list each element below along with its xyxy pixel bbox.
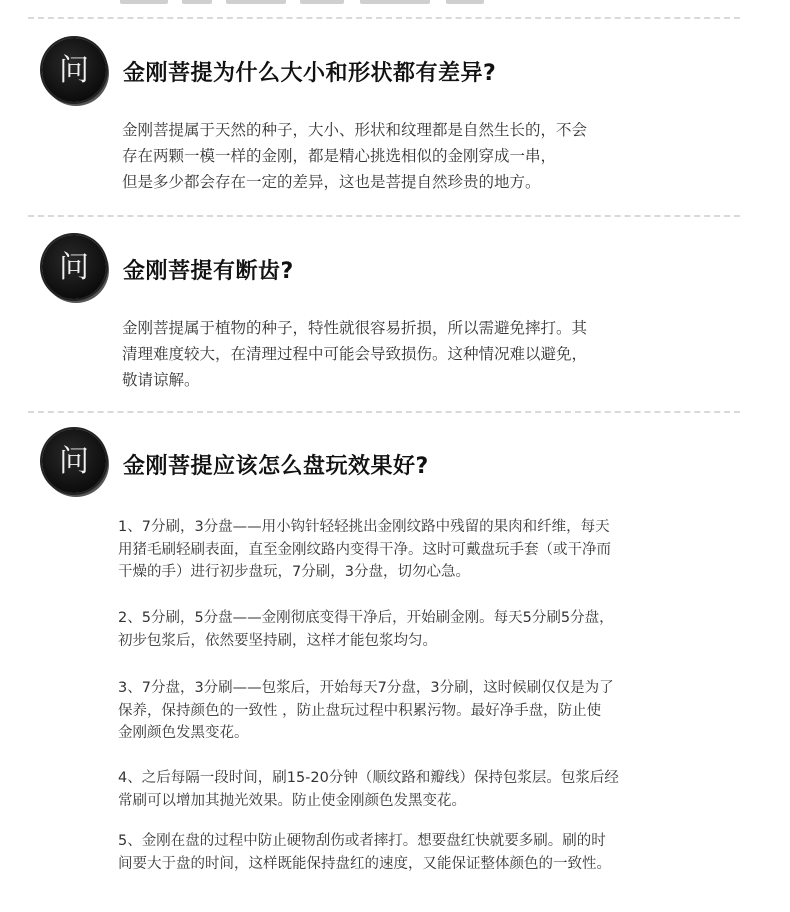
step-line: 4、之后每隔一段时间，刷15-20分钟（顺纹路和瓣线）保持包浆层。包浆后经: [118, 770, 619, 786]
step-line: 1、7分刷，3分盘——用小钩针轻轻挑出金刚纹路中残留的果肉和纤维，每天: [118, 519, 610, 535]
step-line: 5、金刚在盘的过程中防止硬物刮伤或者摔打。想要盘红快就要多刷。刷的时: [118, 833, 606, 849]
step-line: 3、7分盘，3分刷——包浆后，开始每天7分盘，3分刷，这时候刷仅仅是为了: [118, 680, 614, 696]
section-divider: [28, 17, 740, 19]
step-item: [118, 516, 730, 584]
answer-text: [122, 315, 722, 393]
step-line: 保养，保持颜色的一致性 ，防止盘玩过程中积累污物。最好净手盘，防止使: [118, 702, 602, 719]
answer-line: 敬请谅解。: [122, 371, 200, 389]
step-item: [118, 607, 730, 652]
question-title: 金刚菩提有断齿?: [123, 259, 294, 284]
step-line: 2、5分刷，5分盘——金刚彻底变得干净后，开始刷金刚。每天5分刷5分盘，: [118, 610, 614, 626]
step-line: 金刚颜色发黑变花。: [118, 725, 249, 741]
step-line: 间要大于盘的时间，这样既能保持盘红的速度，又能保证整体颜色的一致性。: [118, 855, 611, 872]
section-divider: [28, 215, 740, 217]
step-line: 初步包浆后，依然要坚持刷，这样才能包浆均匀。: [118, 632, 437, 649]
step-item: [118, 767, 730, 812]
answer-line: 存在两颗一模一样的金刚，都是精心挑选相似的金刚穿成一串，: [122, 147, 557, 165]
cropped-previous-text: [0, 0, 790, 8]
step-line: 干燥的手）进行初步盘玩，7分刷，3分盘，切勿心急。: [118, 564, 470, 580]
question-seal-icon: [42, 38, 106, 102]
answer-line: 清理难度较大，在清理过程中可能会导致损伤。这种情况难以避免，: [122, 345, 588, 363]
svg-text:问: 问: [59, 250, 89, 285]
question-seal-icon: [42, 235, 106, 299]
answer-line: 但是多少都会存在一定的差异，这也是菩提自然珍贵的地方。: [122, 173, 541, 191]
svg-text:问: 问: [59, 53, 89, 88]
answer-text: [122, 117, 722, 195]
svg-text:问: 问: [59, 444, 89, 479]
step-line: 常刷可以增加其抛光效果。防止使金刚颜色发黑变花。: [118, 792, 466, 809]
answer-line: 金刚菩提属于植物的种子，特性就很容易折损，所以需避免摔打。其: [122, 319, 588, 337]
step-item: [118, 677, 730, 745]
question-title: 金刚菩提为什么大小和形状都有差异?: [123, 61, 497, 86]
step-item: [118, 830, 730, 875]
answer-line: 金刚菩提属于天然的种子，大小、形状和纹理都是自然生长的，不会: [122, 121, 588, 139]
question-title: 金刚菩提应该怎么盘玩效果好?: [123, 454, 429, 479]
step-line: 用猪毛刷轻刷表面，直至金刚纹路内变得干净。这时可戴盘玩手套（或干净而: [118, 541, 611, 558]
question-seal-icon: [42, 429, 106, 493]
section-divider: [28, 411, 740, 413]
